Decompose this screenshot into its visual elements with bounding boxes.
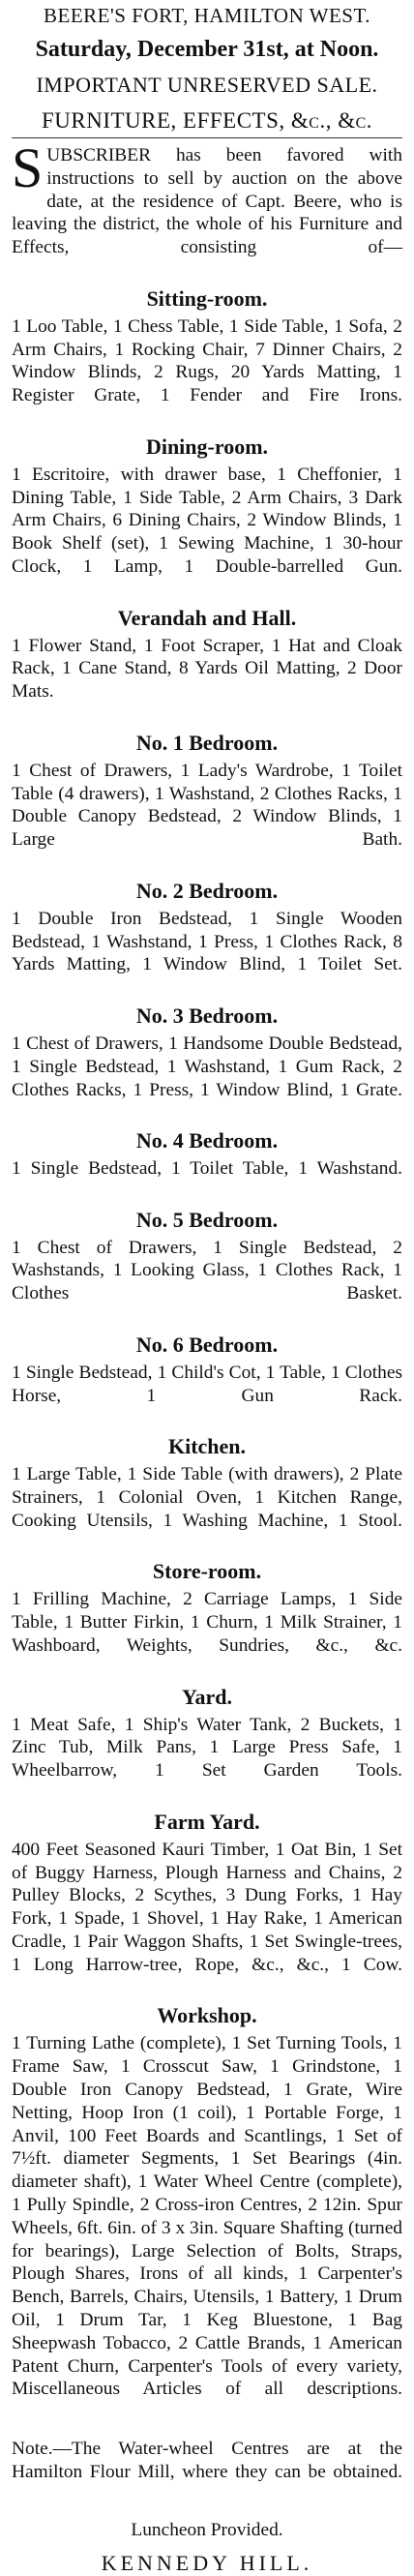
section-items: 1 Large Table, 1 Side Table (with drawers), 2 Plate Strainers, 1 Colonial Oven, 1 Kitchen Range, Cooking Utensils, 1 Washing Machine, 1 Stool. [12,1464,402,1531]
section-items: 1 Loo Table, 1 Chess Table, 1 Side Table, 1 Sofa, 2 Arm Chairs, 1 Rocking Chair, 7 Dinner Chairs, 2 Window Blinds, 2 Rugs, 20 Yards Matting, 1 Register Grate, 1 Fender and Fire Irons. [12,315,402,406]
section-items: 1 Turning Lathe (complete), 1 Set Turning Tools, 1 Frame Saw, 1 Crosscut Saw, 1 Grindstone, 1 Double Iron Canopy Bedstead, 1 Grate, Wire Netting, Hoop Iron (1 coil), 1 Portable Forge, 1 Anvil, 100 Feet Boards and Scantlings, 1 Set of 7½ft. diameter Segments, 1 Set Bearings (4in. diameter shaft), 1 Water Wheel Centre (complete), 1 Pully Spindle, 2 Cross-iron Centres, 2 12in. Spur Wheels, 6ft. 6in. of 3 x 3in. Square Shafting (turned for bearings), Large Selection of Bolts, Straps, Plough Shares, Irons of all kinds, 1 Carpenter's Bench, Barrels, Chairs, Utensils, 1 Battery, 1 Drum Oil, 1 Drum Tar, 1 Keg Bluestone, 1 Bag Sheepwash Tobacco, 2 Cattle Brands, 1 American Patent Churn, Carpenter's Tools of every variety, Miscellaneous Articles of all descriptions. [12,2033,402,2400]
section-heading: Sitting-room. [146,285,268,311]
inventory-section [12,433,402,602]
inventory-section [12,604,402,727]
inventory-section [12,1002,402,1124]
intro-paragraph [12,136,402,283]
inventory-section [12,1557,402,1680]
section-items: 1 Escritoire, with drawer base, 1 Cheffonier, 1 Dining Table, 1 Side Table, 2 Arm Chairs, 3 Dark Arm Chairs, 6 Dining Chairs, 2 Window Blinds, 1 Book Shelf (set), 1 Sewing Machine, 1 30-hour Clock, 1 Lamp, 1 Double-barrelled Gun. [12,464,402,577]
sale-type: IMPORTANT UNRESERVED SALE. [36,73,378,97]
section-heading: Kitchen. [167,1434,247,1459]
sale-date: Saturday, December 31st, at Noon. [35,37,379,62]
auction-advertisement [0,2,414,2576]
intro-text: UBSCRIBER has been favored with instructions to sell by auction on the above date, at the residence of Capt. Beere, who is leaving the district, the whole of his Furniture and Effects, consisting of— [12,145,402,258]
inventory-section [12,1206,402,1329]
inventory-section [12,1808,402,2000]
section-items: 1 Chest of Drawers, 1 Lady's Wardrobe, 1 Toilet Table (4 drawers), 1 Washstand, 2 Clothes Racks, 1 Double Canopy Bedstead, 2 Window Blinds, 1 Large Bath. [12,760,402,851]
section-heading: No. 5 Bedroom. [135,1207,279,1232]
inventory-section [12,285,402,431]
luncheon-line: Luncheon Provided. [131,2520,283,2541]
inventory-section [12,877,402,1000]
advert-title: FURNITURE, EFFECTS, &c., &c. [41,108,373,133]
divider [12,137,402,138]
section-items: 1 Chest of Drawers, 1 Single Bedstead, 2 Washstands, 1 Looking Glass, 1 Clothes Rack, 1 Clothes Basket. [12,1237,402,1304]
note-paragraph: Note.—The Water-wheel Centres are at the Hamilton Flour Mill, where they can be obtained. [12,2438,402,2482]
section-items: 1 Double Iron Bedstead, 1 Single Wooden Bedstead, 1 Washstand, 1 Press, 1 Clothes Rack, 8 Yards Matting, 1 Window Blind, 1 Toilet Set. [12,908,402,975]
auctioneer-signature: KENNEDY HILL. [101,2551,313,2576]
sale-location: BEERE'S FORT, HAMILTON WEST. [44,4,370,27]
section-heading: Verandah and Hall. [117,605,297,630]
inventory-section [12,1126,402,1204]
section-heading: No. 3 Bedroom. [135,1003,279,1028]
section-items: 400 Feet Seasoned Kauri Timber, 1 Oat Bin, 1 Set of Buggy Harness, Plough Harness and Chains, 2 Pulley Blocks, 2 Scythes, 3 Dung Forks, 1 Hay Fork, 1 Spade, 1 Shovel, 1 Hay Rake, 1 American Cradle, 1 Pair Waggon Shafts, 1 Set Swingle-trees, 1 Long Harrow-tree, Rope, &c., &c., 1 Cow. [12,1839,402,1975]
section-heading: No. 6 Bedroom. [135,1332,279,1357]
drop-cap: S [12,136,44,199]
section-items: 1 Chest of Drawers, 1 Handsome Double Bedstead, 1 Single Bedstead, 1 Washstand, 1 Gum Rack, 2 Clothes Racks, 1 Press, 1 Window Blind, 1 Grate. [12,1033,402,1100]
inventory-section [12,1432,402,1555]
inventory-section [12,2001,402,2424]
section-items: 1 Flower Stand, 1 Foot Scraper, 1 Hat and Cloak Rack, 1 Cane Stand, 8 Yards Oil Matting, 2 Door Mats. [12,635,402,703]
section-heading: Farm Yard. [154,1809,260,1834]
inventory-section [12,1331,402,1430]
inventory-sections [12,285,402,2424]
inventory-section [12,729,402,875]
section-heading: No. 4 Bedroom. [135,1128,279,1153]
section-items: 1 Single Bedstead, 1 Toilet Table, 1 Washstand. [12,1158,402,1180]
section-heading: Yard. [182,1684,232,1709]
section-items: 1 Frilling Machine, 2 Carriage Lamps, 1 Side Table, 1 Butter Firkin, 1 Churn, 1 Milk Strainer, 1 Washboard, Weights, Sundries, &c., &c. [12,1589,402,1657]
inventory-section [12,1683,402,1806]
section-items: 1 Single Bedstead, 1 Child's Cot, 1 Table, 1 Clothes Horse, 1 Gun Rack. [12,1362,402,1406]
section-heading: No. 2 Bedroom. [135,878,279,903]
section-items: 1 Meat Safe, 1 Ship's Water Tank, 2 Buckets, 1 Zinc Tub, Milk Pans, 1 Large Press Safe, 1 Wheelbarrow, 1 Set Garden Tools. [12,1714,402,1782]
section-heading: No. 1 Bedroom. [135,730,279,755]
section-heading: Store-room. [152,1559,262,1584]
section-heading: Dining-room. [145,434,269,459]
section-heading: Workshop. [157,2003,257,2028]
